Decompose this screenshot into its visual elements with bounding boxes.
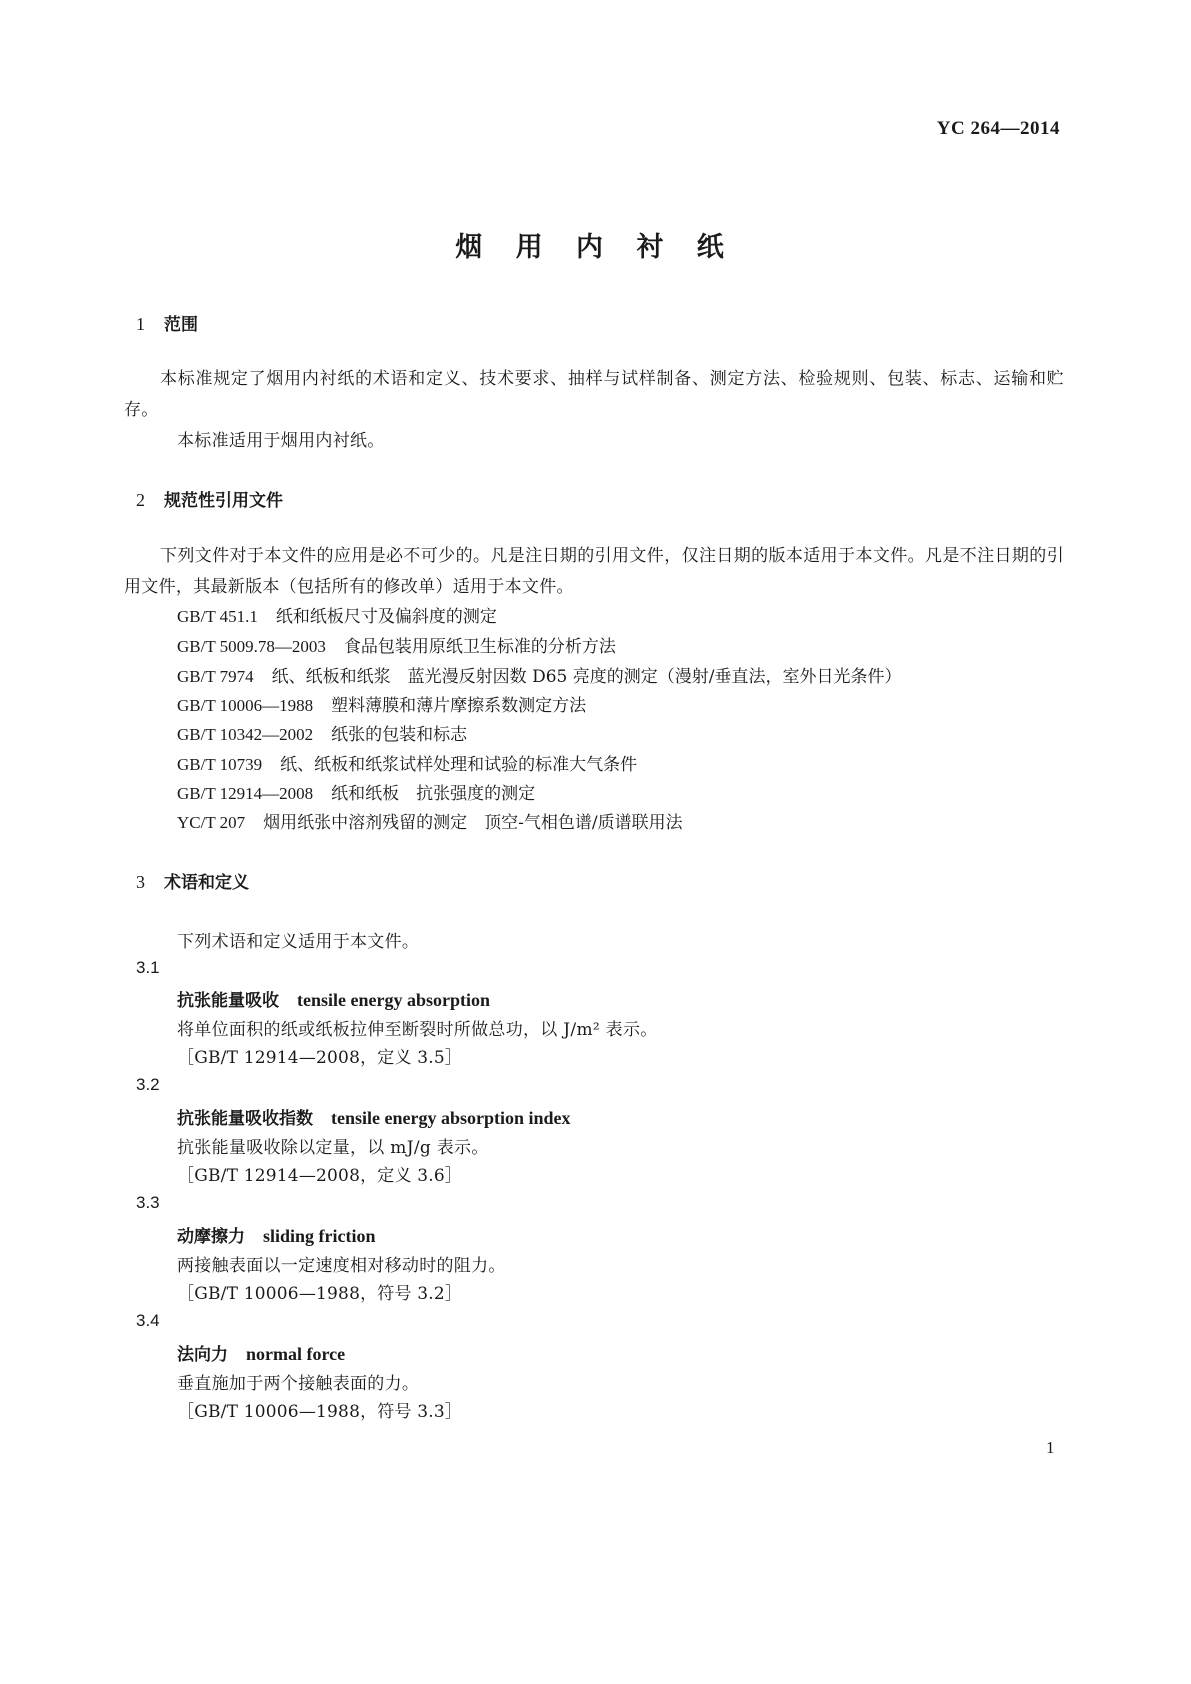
section-2-intro: 下列文件对于本文件的应用是必不可少的。凡是注日期的引用文件，仅注日期的版本适用于本文件。凡是不注日期的引用文件，其最新版本（包括所有的修改单）适用于本文件。 [124,546,1064,597]
term-number: 3.1 [136,958,160,977]
reference-item [177,720,467,745]
section-3-intro: 下列术语和定义适用于本文件。 [177,932,420,952]
reference-code: GB/T 10342—2002 [177,725,314,744]
term-en: tensile energy absorption [297,990,490,1010]
standard-number: YC 264—2014 [936,118,1060,139]
section-1-paragraph: 本标准规定了烟用内衬纸的术语和定义、技术要求、抽样与试样制备、测定方法、检验规则、包装、标志、运输和贮存。 [124,369,1064,420]
reference-title: 纸和纸板 抗张强度的测定 [331,784,536,804]
term-source: ［GB/T 12914—2008，定义 3.5］ [177,1048,463,1068]
section-number: 2 [136,490,145,510]
reference-code: GB/T 7974 [177,667,254,686]
term-en: sliding friction [263,1226,376,1246]
reference-item [177,808,683,833]
reference-code: GB/T 10006—1988 [177,696,314,715]
section-title: 范围 [164,315,198,335]
term-number: 3.2 [136,1075,160,1094]
term-number: 3.3 [136,1193,160,1212]
reference-code: GB/T 12914—2008 [177,784,314,803]
term-definition: 抗张能量吸收除以定量，以 mJ/g 表示。 [177,1138,489,1158]
reference-item [177,632,616,657]
term-number: 3.4 [136,1311,160,1330]
term-heading [177,1222,376,1247]
section-number: 1 [136,314,145,334]
section-title: 术语和定义 [164,873,249,893]
page-number: 1 [1046,1438,1055,1457]
term-heading [177,1340,345,1365]
reference-title: 纸和纸板尺寸及偏斜度的测定 [275,607,497,627]
section-1-heading [136,310,198,335]
term-heading [177,1104,571,1129]
reference-title: 纸、纸板和纸浆 蓝光漫反射因数 D65 亮度的测定（漫射/垂直法，室外日光条件） [271,667,902,687]
term-en: normal force [246,1344,346,1364]
section-1-scope-line: 本标准适用于烟用内衬纸。 [177,431,385,451]
term-zh: 抗张能量吸收 [177,991,279,1011]
section-title: 规范性引用文件 [164,491,283,511]
term-definition: 将单位面积的纸或纸板拉伸至断裂时所做总功，以 J/m² 表示。 [177,1020,658,1040]
reference-item [177,691,586,716]
term-source: ［GB/T 10006—1988，符号 3.3］ [177,1402,463,1422]
document-title: 烟 用 内 衬 纸 [455,232,736,263]
term-source: ［GB/T 10006—1988，符号 3.2］ [177,1284,463,1304]
reference-title: 烟用纸张中溶剂残留的测定 顶空-气相色谱/质谱联用法 [263,813,683,833]
term-definition: 两接触表面以一定速度相对移动时的阻力。 [177,1256,506,1276]
reference-code: GB/T 451.1 [177,607,258,626]
reference-item [177,750,637,775]
term-zh: 动摩擦力 [177,1227,245,1247]
term-source: ［GB/T 12914—2008，定义 3.6］ [177,1166,463,1186]
reference-title: 纸、纸板和纸浆试样处理和试验的标准大气条件 [280,755,638,775]
reference-code: YC/T 207 [177,813,246,832]
reference-code: GB/T 5009.78—2003 [177,637,326,656]
term-zh: 法向力 [177,1345,228,1365]
term-zh: 抗张能量吸收指数 [177,1109,313,1129]
section-number: 3 [136,872,145,892]
reference-title: 食品包装用原纸卫生标准的分析方法 [343,637,616,657]
reference-item [177,602,497,627]
reference-code: GB/T 10739 [177,755,263,774]
section-3-heading [136,868,249,893]
reference-title: 纸张的包装和标志 [331,725,468,745]
reference-item [177,662,901,687]
section-2-heading [136,486,283,511]
term-definition: 垂直施加于两个接触表面的力。 [177,1374,420,1394]
reference-item [177,779,535,804]
reference-title: 塑料薄膜和薄片摩擦系数测定方法 [331,696,587,716]
term-heading [177,986,490,1011]
term-en: tensile energy absorption index [331,1108,571,1128]
